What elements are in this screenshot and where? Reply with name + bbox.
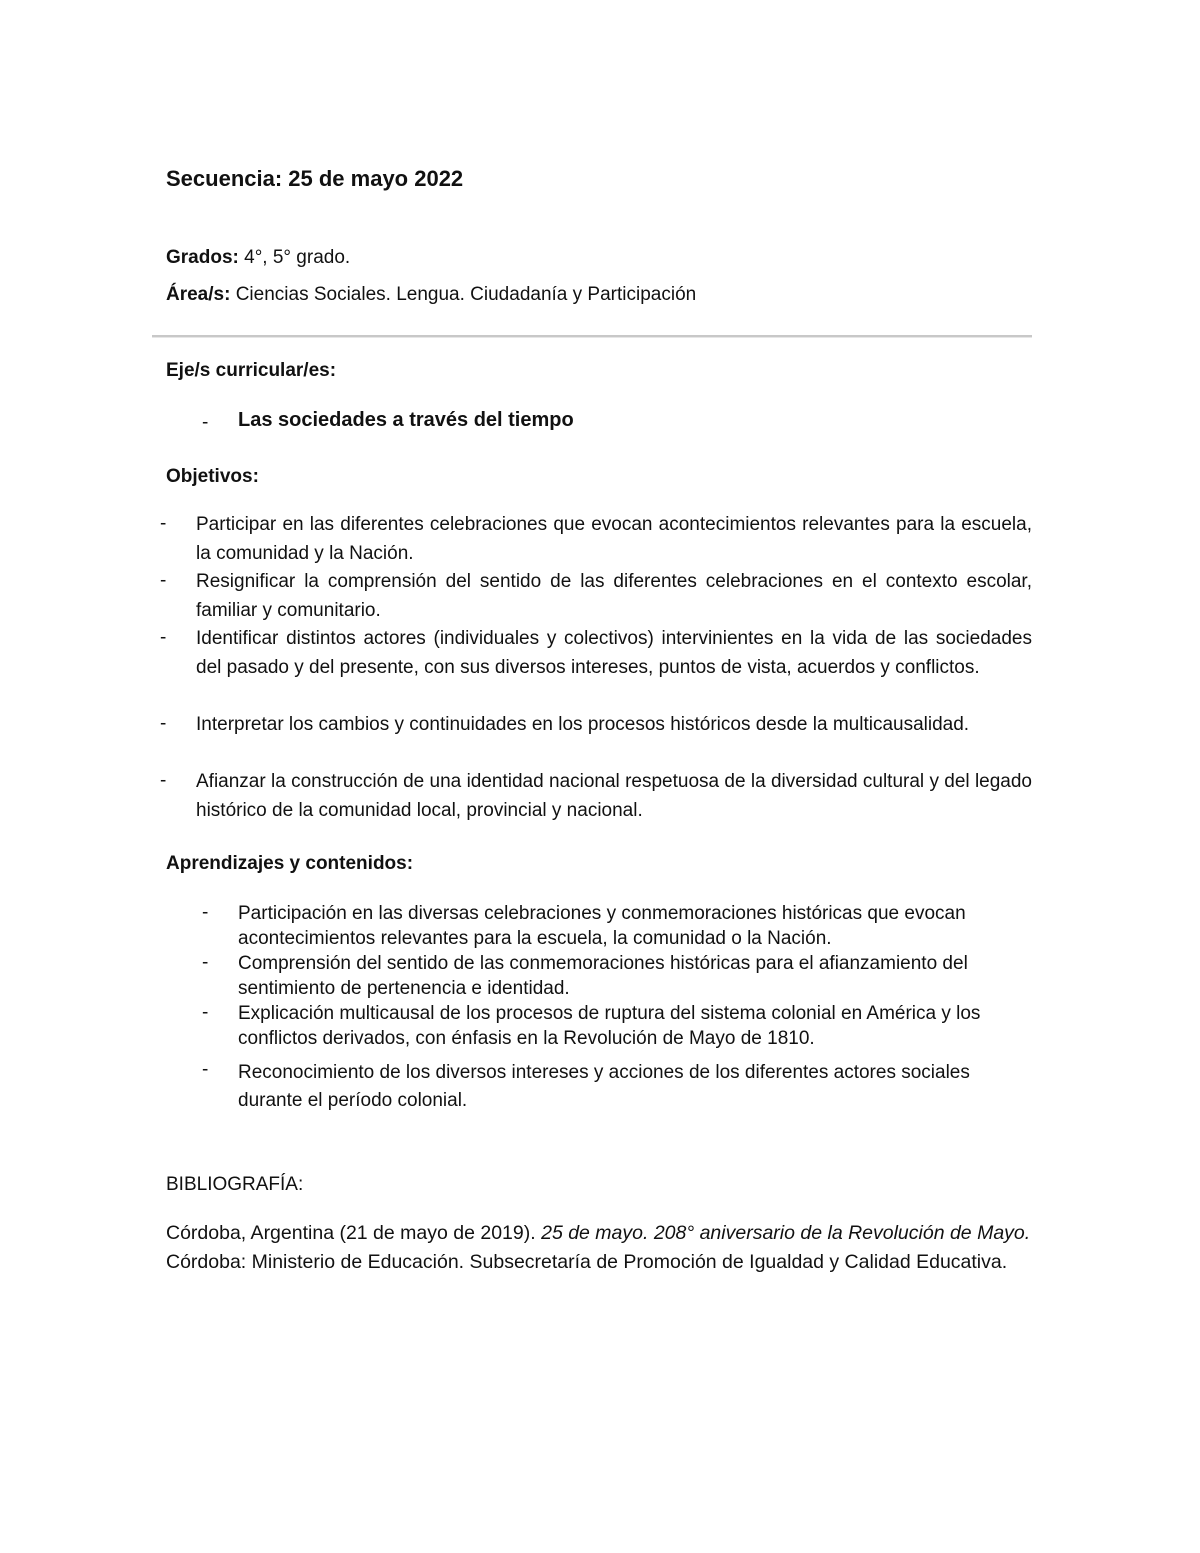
areas-line (166, 284, 696, 306)
horizontal-divider (152, 335, 1032, 338)
objetivo-item: Identificar distintos actores (individuales y colectivos) intervinientes en la vida de las sociedades del pasado y del presente, con sus diversos intereses, puntos de vista, acuerdos y conflictos. (196, 628, 1032, 678)
aprendizaje-item: Explicación multicausal de los procesos de ruptura del sistema colonial en América y los conflictos derivados, con énfasis en la Revolución de Mayo de 1810. (238, 1003, 981, 1049)
aprendizaje-item: Participación en las diversas celebraciones y conmemoraciones históricas que evocan acontecimientos relevantes para la escuela, la comunidad o la Nación. (238, 903, 966, 949)
bibliografia-heading: BIBLIOGRAFÍA: (166, 1174, 304, 1195)
areas-value: Ciencias Sociales. Lengua. Ciudadanía y Participación (230, 284, 697, 305)
areas-label: Área/s: (166, 284, 231, 305)
objetivos-heading: Objetivos: (166, 466, 259, 487)
grados-value: 4°, 5° grado. (238, 247, 351, 268)
aprendizaje-item: Reconocimiento de los diversos intereses y acciones de los diferentes actores sociales durante el período colonial. (238, 1062, 970, 1111)
eje-item: Las sociedades a través del tiempo (238, 409, 574, 431)
bullet-dash: - (160, 770, 167, 791)
grados-label: Grados: (166, 247, 239, 268)
biblio-author-date: Córdoba, Argentina (21 de mayo de 2019). (166, 1222, 542, 1244)
aprendizaje-item: Comprensión del sentido de las conmemoraciones históricas para el afianzamiento del sentimiento de pertenencia e identidad. (238, 953, 968, 999)
objetivo-item: Resignificar la comprensión del sentido de las diferentes celebraciones en el contexto escolar, familiar y comunitario. (196, 571, 1032, 621)
bullet-dash: - (202, 902, 209, 923)
aprendizajes-heading: Aprendizajes y contenidos: (166, 853, 414, 874)
biblio-title: 25 de mayo. 208° aniversario de la Revolución de Mayo. (541, 1222, 1031, 1244)
bullet-dash: - (160, 570, 167, 591)
bullet-dash: - (202, 412, 209, 433)
bullet-dash: - (202, 1002, 209, 1023)
bullet-dash: - (160, 513, 167, 534)
biblio-publisher: Córdoba: Ministerio de Educación. Subsecretaría de Promoción de Igualdad y Calidad Educativa. (166, 1250, 1008, 1273)
ejes-heading: Eje/s curricular/es: (166, 360, 337, 381)
bullet-dash: - (202, 1059, 209, 1080)
grados-line (166, 247, 350, 269)
bibliografia-entry (166, 1219, 1036, 1276)
bullet-dash: - (160, 627, 167, 648)
page-title: Secuencia: 25 de mayo 2022 (166, 166, 464, 191)
objetivo-item: Interpretar los cambios y continuidades en los procesos históricos desde la multicausalidad. (196, 714, 970, 735)
objetivo-item: Participar en las diferentes celebraciones que evocan acontecimientos relevantes para la escuela, la comunidad y la Nación. (196, 514, 1032, 564)
bullet-dash: - (160, 713, 167, 734)
objetivo-item: Afianzar la construcción de una identidad nacional respetuosa de la diversidad cultural y del legado histórico de la comunidad local, provincial y nacional. (196, 771, 1032, 821)
bullet-dash: - (202, 952, 209, 973)
